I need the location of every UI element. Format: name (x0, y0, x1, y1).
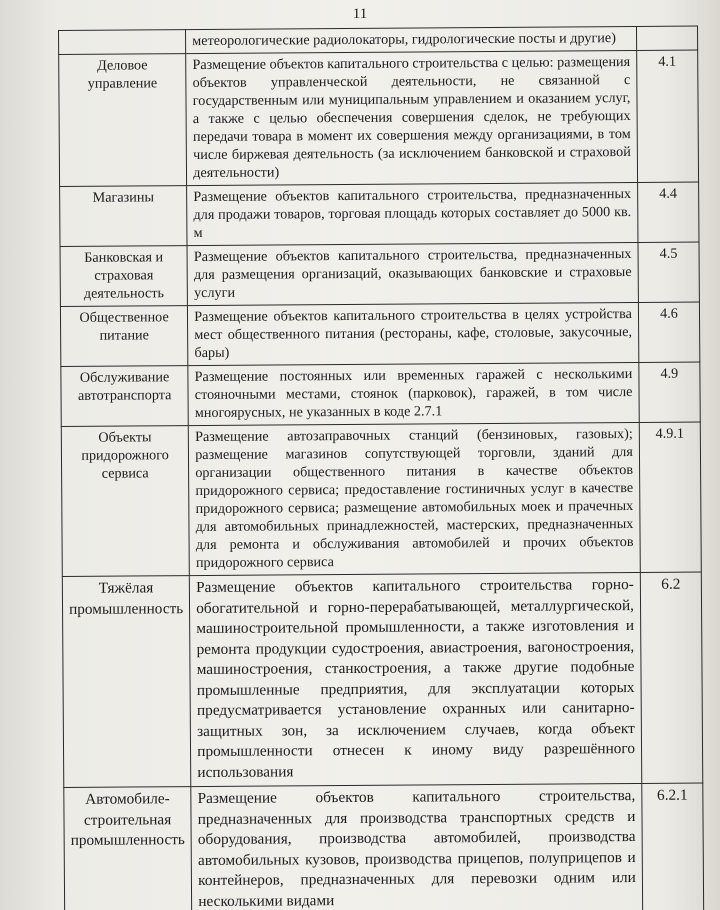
land-use-table (58, 26, 704, 910)
use-name: Деловое управление (59, 54, 187, 187)
use-description: Размещение объектов капитального строительства в целях устройства мест общественного питания (рестораны, кафе, столовые, закусочные, бары) (188, 302, 639, 365)
table-row (59, 50, 699, 186)
use-name: Объекты придорожного сервиса (61, 426, 189, 577)
table-row (60, 302, 699, 366)
use-code (636, 26, 697, 50)
use-name: Магазины (60, 186, 188, 247)
use-code: 6.2.1 (642, 783, 704, 910)
table-row (62, 572, 702, 787)
table-row (61, 362, 700, 426)
use-code: 4.9 (639, 362, 701, 422)
table-row (60, 182, 699, 246)
use-code: 4.9.1 (639, 422, 701, 572)
page-number: 11 (352, 6, 368, 22)
use-code: 4.5 (638, 242, 700, 302)
table-row (64, 783, 704, 910)
use-code: 4.4 (637, 182, 699, 242)
use-description: Размещение объектов капитального строительства, предназначенных для продажи товаров, торговая площадь которых составляет до 5000 кв. м (187, 182, 638, 245)
use-code: 6.2 (640, 572, 703, 783)
use-description: Размещение объектов капитального строительства, предназначенных для производства транспортных средств и оборудования, производства автомобилей, производства автомобильных кузовов, производства прицепов, полуприцепов и контейнеров, предназначенных для перевозки одним или несколькими видами (191, 783, 643, 910)
use-code: 4.6 (638, 302, 700, 362)
use-description: Размещение постоянных или временных гаражей с несколькими стояночными местами, стоянок (парковок), гаражей, в том числе многоярусных, не указанных в коде 2.7.1 (188, 362, 639, 425)
use-name: Общественное питание (60, 306, 188, 367)
use-description: Размещение автозаправочных станций (бензиновых, газовых); размещение магазинов сопутствующей торговли, зданий для организации общественного питания в качестве объектов придорожного сервиса; предоставление гостиничных услуг в качестве придорожного сервиса; размещение автомобильных моек и прачечных для автомобильных принадлежностей, мастерских, предназначенных для ремонта и обслуживания автомобилей и прочих объектов придорожного сервиса (188, 422, 640, 575)
use-description: метеорологические радиолокаторы, гидрологические посты и другие) (186, 26, 637, 53)
use-name: Автомобиле-строительная промышленность (64, 787, 192, 910)
use-code: 4.1 (637, 50, 699, 182)
use-description: Размещение объектов капитального строительства горно-обогатительной и горно-перерабатывающей, металлургической, машиностроительной промышленности, а также изготовления и ремонта продукции судостроения, авиастроения, вагоностроения, машиностроения, станкостроения, а также другие подобные промышленные предприятия, для эксплуатации которых предусматривается установление охранных или санитарно-защитных зон, за исключением случаев, когда объект промышленности отнесен к иному виду разрешённого использования (190, 572, 642, 786)
use-name: Тяжёлая промышленность (62, 576, 191, 788)
use-name: Банковская и страховая деятельность (60, 246, 188, 307)
use-description: Размещение объектов капитального строительства, предназначенных для размещения организаций, оказывающих банковские и страховые услуги (187, 242, 638, 305)
use-name (59, 30, 186, 55)
table-row (61, 422, 701, 576)
use-name: Обслуживание автотранспорта (61, 366, 189, 427)
use-description: Размещение объектов капитального строительства с целью: размещения объектов управленческой деятельности, не связанной с государственным или муниципальным управлением и оказанием услуг, а также с целью обеспечения совершения сделок, не требующих передачи товара в момент их совершения между организациями, в том числе биржевая деятельность (за исключением банковской и страховой деятельности) (186, 50, 638, 185)
table-row (60, 242, 699, 306)
